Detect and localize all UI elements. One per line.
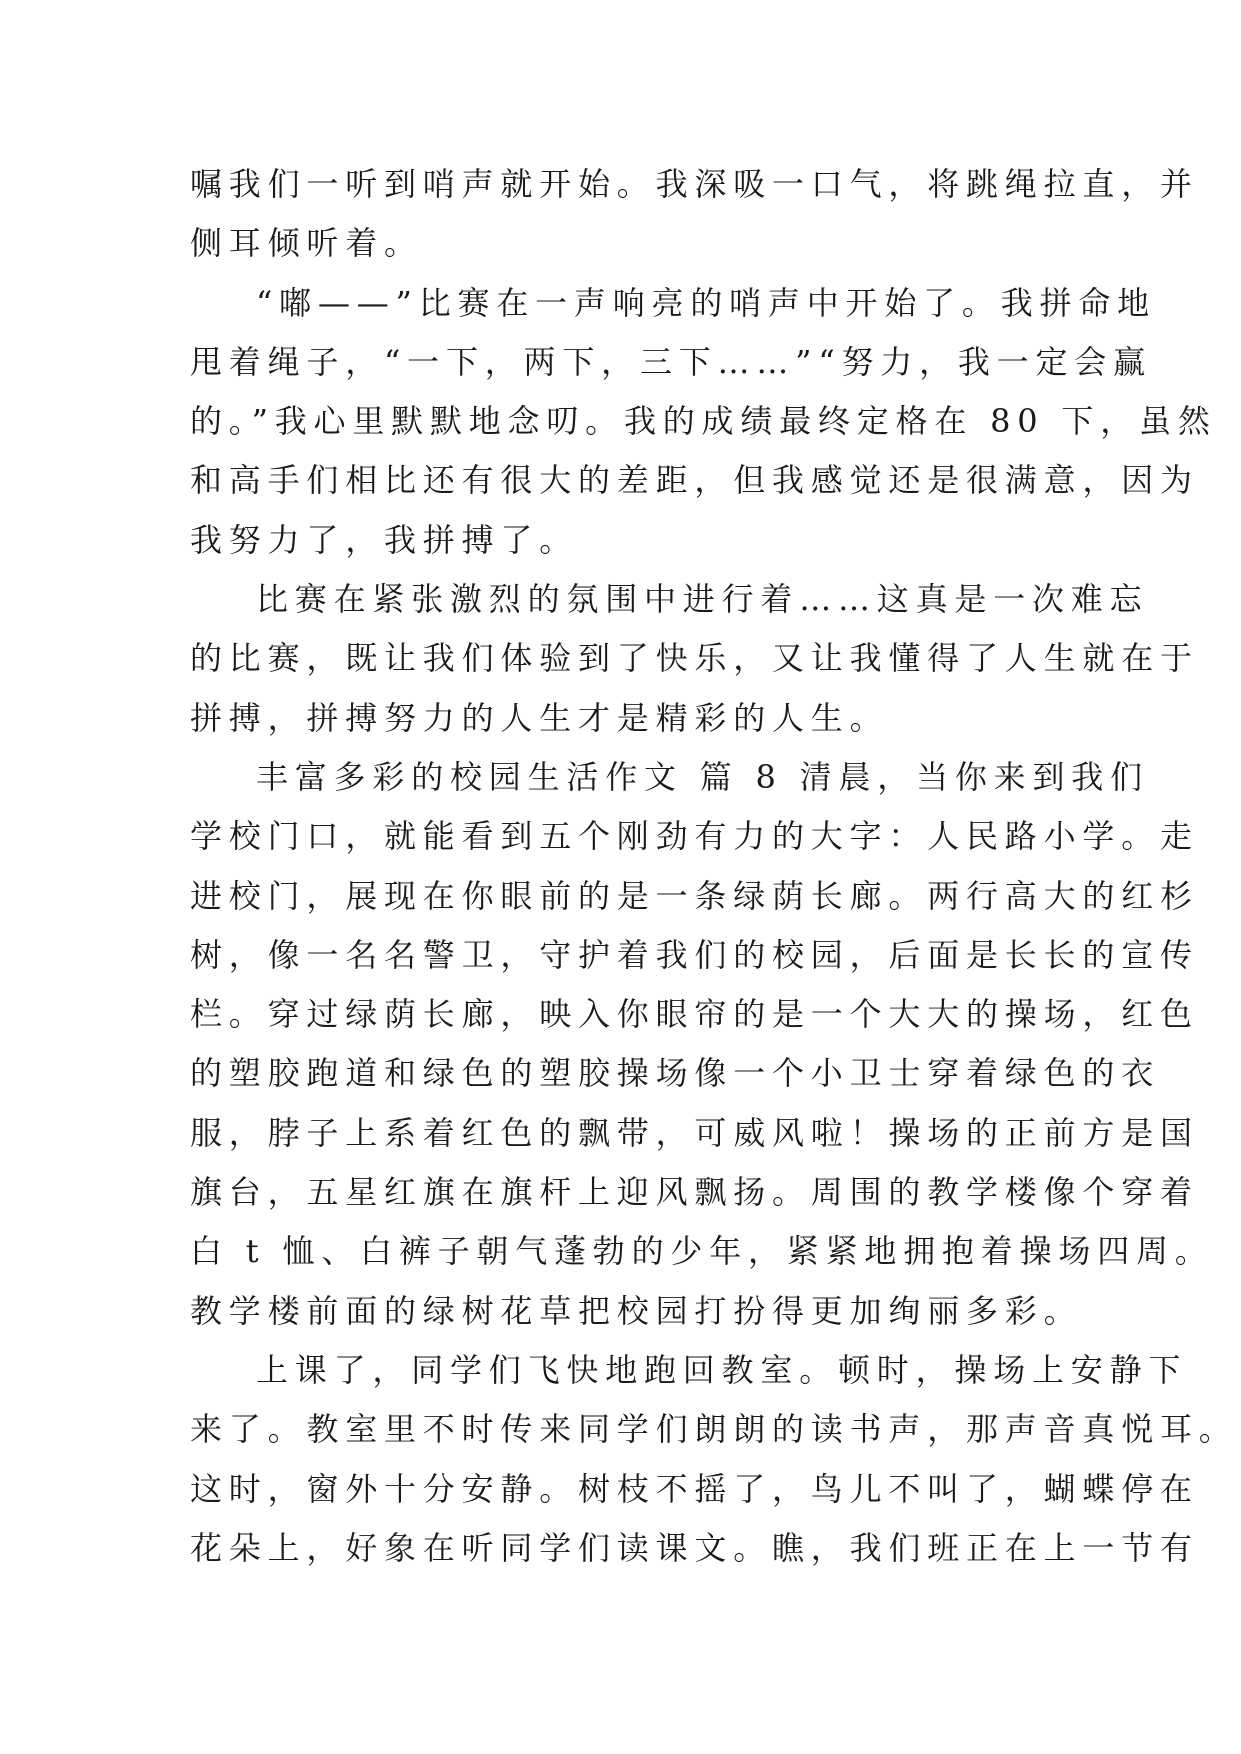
text-line: 来了。教室里不时传来同学们朗朗的读书声，那声音真悦耳。 — [190, 1410, 1238, 1449]
text-line: 嘱我们一听到哨声就开始。我深吸一口气，将跳绳拉直，并 — [190, 165, 1199, 203]
text-line: 教学楼前面的绿树花草把校园打扮得更加绚丽多彩。 — [190, 1291, 1083, 1330]
text-line: 侧耳倾听着。 — [190, 224, 423, 263]
text-line: 旗台，五星红旗在旗杆上迎风飘扬。周围的教学楼像个穿着 — [190, 1173, 1199, 1212]
document-page — [190, 155, 1238, 1578]
text-line: 拼搏，拼搏努力的人生才是精彩的人生。 — [190, 698, 889, 737]
text-line: 的。”我心里默默地念叨。我的成绩最终定格在 80 下，虽然 — [190, 402, 1217, 441]
text-line: 和高手们相比还有很大的差距，但我感觉还是很满意，因为 — [190, 461, 1199, 500]
text-line: 栏。穿过绿荫长廊，映入你眼帘的是一个大大的操场，红色 — [190, 995, 1199, 1034]
text-line: “嘟——”比赛在一声响亮的哨声中开始了。我拼命地 — [256, 283, 1156, 322]
text-line: 服，脖子上系着红色的飘带，可威风啦！操场的正前方是国 — [190, 1113, 1199, 1152]
text-line: 丰富多彩的校园生活作文 篇 8 清晨，当你来到我们 — [256, 757, 1149, 796]
text-line: 树，像一名名警卫，守护着我们的校园，后面是长长的宣传 — [190, 935, 1199, 974]
text-line: 的塑胶跑道和绿色的塑胶操场像一个小卫士穿着绿色的衣 — [190, 1054, 1161, 1093]
text-line: 进校门，展现在你眼前的是一条绿荫长廊。两行高大的红杉 — [190, 876, 1199, 915]
text-line: 比赛在紧张激烈的氛围中进行着……这真是一次难忘 — [256, 580, 1149, 619]
text-line: 的比赛，既让我们体验到了快乐，又让我懂得了人生就在于 — [190, 639, 1199, 678]
text-line: 白 t 恤、白裤子朝气蓬勃的少年，紧紧地拥抱着操场四周。 — [190, 1232, 1214, 1271]
text-line: 花朵上，好象在听同学们读课文。瞧，我们班正在上一节有 — [190, 1528, 1199, 1567]
text-line: 学校门口，就能看到五个刚劲有力的大字：人民路小学。走 — [190, 817, 1199, 856]
text-line: 甩着绳子，“一下，两下，三下……”“努力，我一定会赢 — [190, 342, 1152, 381]
text-line: 我努力了，我拼搏了。 — [190, 520, 579, 559]
text-line: 这时，窗外十分安静。树枝不摇了，鸟儿不叫了，蝴蝶停在 — [190, 1469, 1199, 1508]
text-line: 上课了，同学们飞快地跑回教室。顿时，操场上安静下 — [256, 1350, 1188, 1389]
